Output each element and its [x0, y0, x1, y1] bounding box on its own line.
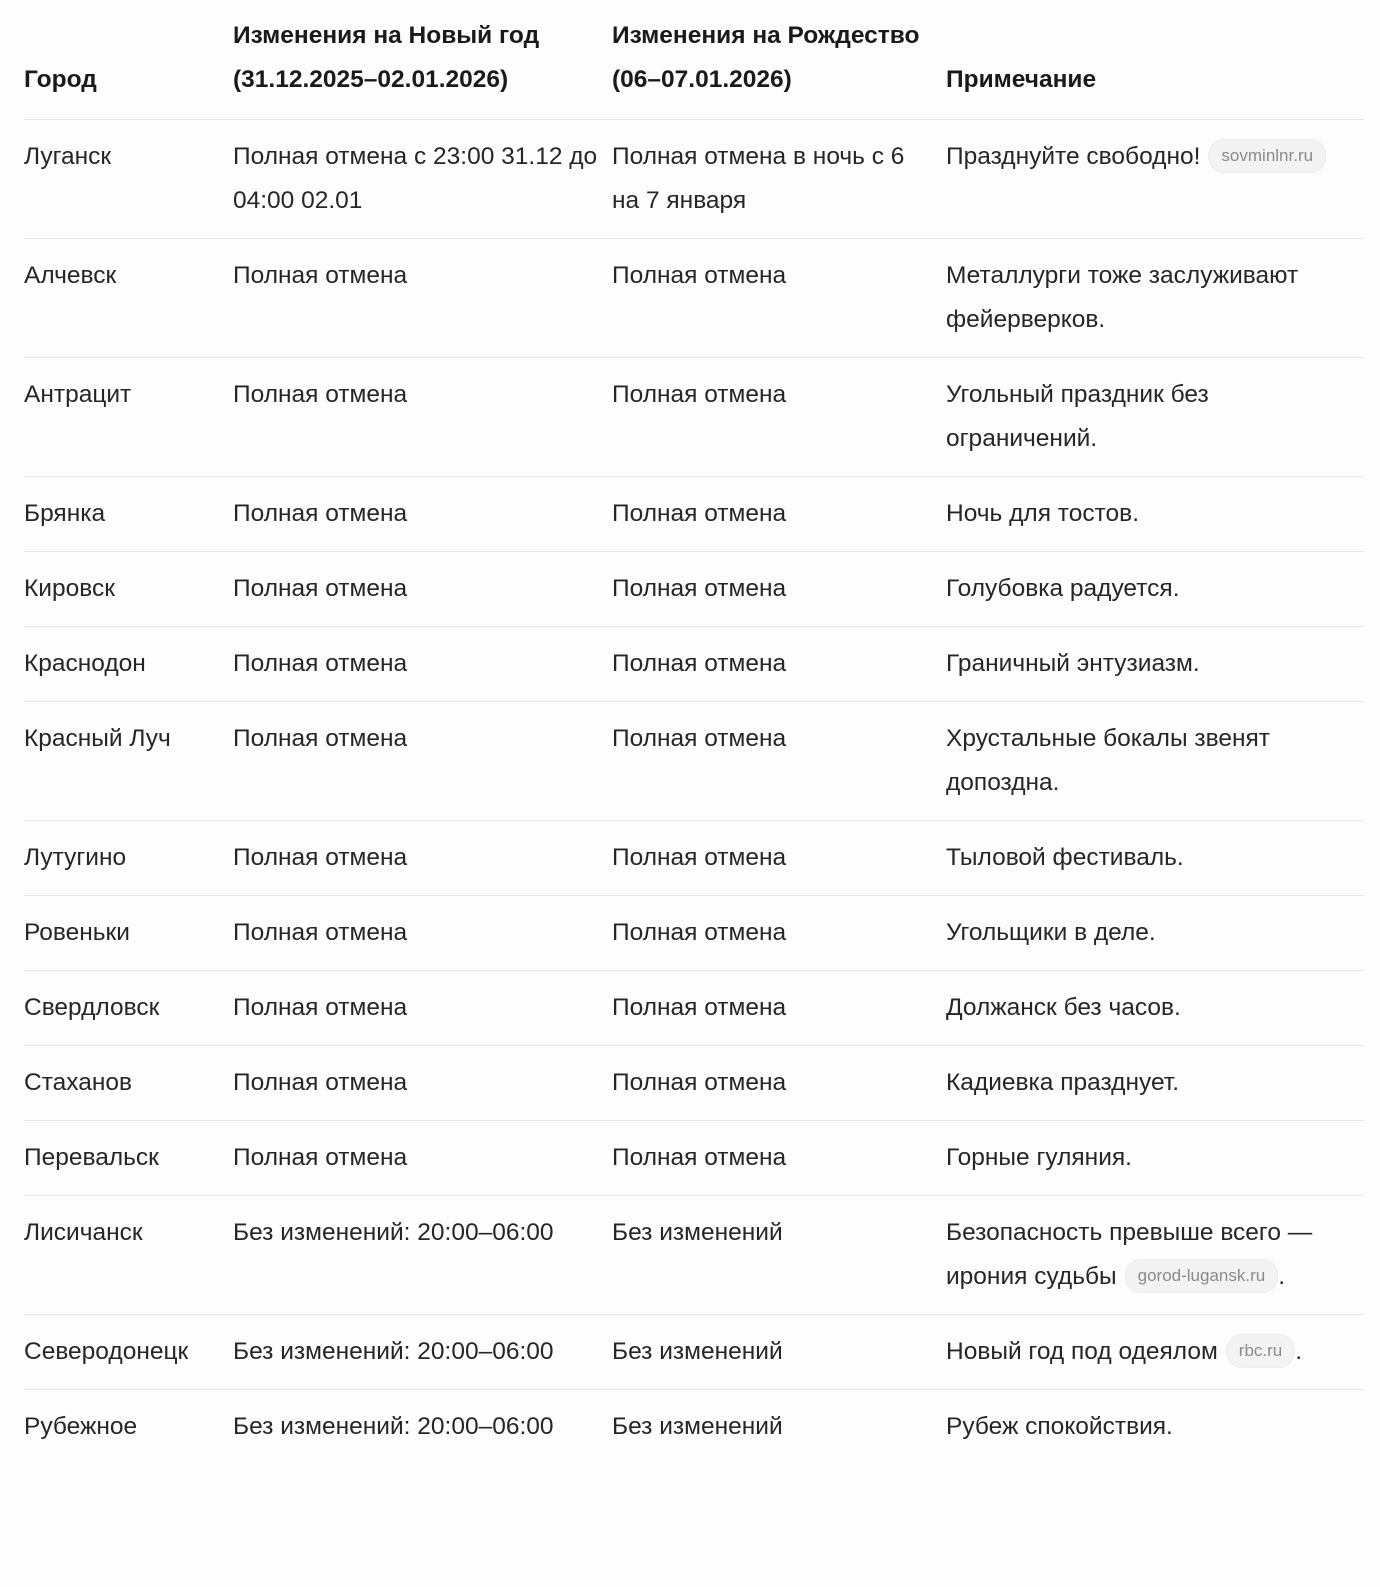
table-row — [24, 552, 1364, 627]
note-text: Празднуйте свободно! — [946, 143, 1201, 170]
note-cell — [946, 358, 1364, 477]
table-row — [24, 896, 1364, 971]
new-year-cell: Полная отмена — [233, 575, 408, 602]
note-cell — [946, 1315, 1364, 1390]
new-year-cell: Полная отмена — [233, 1144, 408, 1171]
note-cell — [946, 120, 1364, 239]
new-year-cell: Без изменений: 20:00–06:00 — [233, 1219, 554, 1246]
table-row — [24, 120, 1364, 239]
christmas-cell: Полная отмена — [612, 844, 787, 871]
note-cell — [946, 552, 1364, 627]
note-text: Угольщики в деле. — [946, 919, 1156, 946]
note-text: Угольный праздник без ограничений. — [946, 381, 1209, 452]
table-header — [24, 0, 1364, 120]
note-cell — [946, 477, 1364, 552]
table-row — [24, 971, 1364, 1046]
note-cell — [946, 1390, 1364, 1465]
table-row — [24, 477, 1364, 552]
header-new-year: Изменения на Новый год (31.12.2025–02.01.2026) — [233, 22, 540, 93]
new-year-cell: Полная отмена — [233, 650, 408, 677]
city-cell: Алчевск — [24, 262, 117, 289]
city-cell: Северодонецк — [24, 1338, 189, 1365]
note-cell — [946, 1196, 1364, 1315]
note-text: Рубеж спокойствия. — [946, 1413, 1173, 1440]
city-cell: Ровеньки — [24, 919, 130, 946]
curfew-table-container — [24, 0, 1364, 1464]
table-row — [24, 1046, 1364, 1121]
city-cell: Антрацит — [24, 381, 132, 408]
header-city: Город — [24, 66, 97, 93]
city-cell: Рубежное — [24, 1413, 138, 1440]
note-text: Безопасность превыше всего — ирония судьбы — [946, 1219, 1313, 1290]
christmas-cell: Полная отмена — [612, 1069, 787, 1096]
christmas-cell: Полная отмена — [612, 381, 787, 408]
table-row — [24, 1315, 1364, 1390]
note-suffix: . — [1295, 1338, 1303, 1365]
header-christmas: Изменения на Рождество (06–07.01.2026) — [612, 22, 920, 93]
new-year-cell: Полная отмена — [233, 844, 408, 871]
new-year-cell: Полная отмена — [233, 1069, 408, 1096]
note-cell — [946, 702, 1364, 821]
header-note: Примечание — [946, 66, 1097, 93]
note-cell — [946, 1046, 1364, 1121]
christmas-cell: Полная отмена — [612, 1144, 787, 1171]
christmas-cell: Полная отмена — [612, 650, 787, 677]
christmas-cell: Полная отмена — [612, 994, 787, 1021]
city-cell: Красный Луч — [24, 725, 171, 752]
curfew-table — [24, 0, 1364, 1464]
note-text: Кадиевка празднует. — [946, 1069, 1180, 1096]
city-cell: Перевальск — [24, 1144, 159, 1171]
city-cell: Свердловск — [24, 994, 160, 1021]
new-year-cell: Полная отмена — [233, 725, 408, 752]
christmas-cell: Без изменений — [612, 1219, 783, 1246]
header-row — [24, 0, 1364, 120]
christmas-cell: Без изменений — [612, 1413, 783, 1440]
note-cell — [946, 896, 1364, 971]
note-text: Хрустальные бокалы звенят допоздна. — [946, 725, 1270, 796]
note-cell — [946, 1121, 1364, 1196]
note-text: Ночь для тостов. — [946, 500, 1139, 527]
city-cell: Стаханов — [24, 1069, 133, 1096]
source-link-chip[interactable]: rbc.ru — [1226, 1334, 1295, 1368]
christmas-cell: Без изменений — [612, 1338, 783, 1365]
city-cell: Лисичанск — [24, 1219, 143, 1246]
note-cell — [946, 239, 1364, 358]
city-cell: Луганск — [24, 143, 112, 170]
city-cell: Лутугино — [24, 844, 127, 871]
city-cell: Брянка — [24, 500, 106, 527]
note-cell — [946, 627, 1364, 702]
table-row — [24, 239, 1364, 358]
new-year-cell: Полная отмена — [233, 262, 408, 289]
table-body — [24, 120, 1364, 1465]
new-year-cell: Полная отмена — [233, 919, 408, 946]
christmas-cell: Полная отмена в ночь с 6 на 7 января — [612, 143, 905, 214]
table-row — [24, 627, 1364, 702]
note-text: Новый год под одеялом — [946, 1338, 1218, 1365]
note-cell — [946, 971, 1364, 1046]
christmas-cell: Полная отмена — [612, 575, 787, 602]
note-text: Граничный энтузиазм. — [946, 650, 1200, 677]
source-link-chip[interactable]: gorod-lugansk.ru — [1125, 1259, 1279, 1293]
source-link-chip[interactable]: sovminlnr.ru — [1208, 139, 1326, 173]
table-row — [24, 358, 1364, 477]
christmas-cell: Полная отмена — [612, 500, 787, 527]
new-year-cell: Полная отмена с 23:00 31.12 до 04:00 02.01 — [233, 143, 598, 214]
table-row — [24, 821, 1364, 896]
table-row — [24, 1390, 1364, 1465]
new-year-cell: Полная отмена — [233, 381, 408, 408]
city-cell: Кировск — [24, 575, 115, 602]
city-cell: Краснодон — [24, 650, 146, 677]
note-text: Должанск без часов. — [946, 994, 1181, 1021]
note-text: Горные гуляния. — [946, 1144, 1132, 1171]
christmas-cell: Полная отмена — [612, 919, 787, 946]
table-row — [24, 702, 1364, 821]
christmas-cell: Полная отмена — [612, 262, 787, 289]
note-text: Голубовка радуется. — [946, 575, 1180, 602]
table-row — [24, 1121, 1364, 1196]
new-year-cell: Без изменений: 20:00–06:00 — [233, 1338, 554, 1365]
note-text: Тыловой фестиваль. — [946, 844, 1184, 871]
table-row — [24, 1196, 1364, 1315]
new-year-cell: Полная отмена — [233, 500, 408, 527]
note-suffix: . — [1278, 1263, 1286, 1290]
christmas-cell: Полная отмена — [612, 725, 787, 752]
new-year-cell: Полная отмена — [233, 994, 408, 1021]
note-cell — [946, 821, 1364, 896]
new-year-cell: Без изменений: 20:00–06:00 — [233, 1413, 554, 1440]
note-text: Металлурги тоже заслуживают фейерверков. — [946, 262, 1299, 333]
